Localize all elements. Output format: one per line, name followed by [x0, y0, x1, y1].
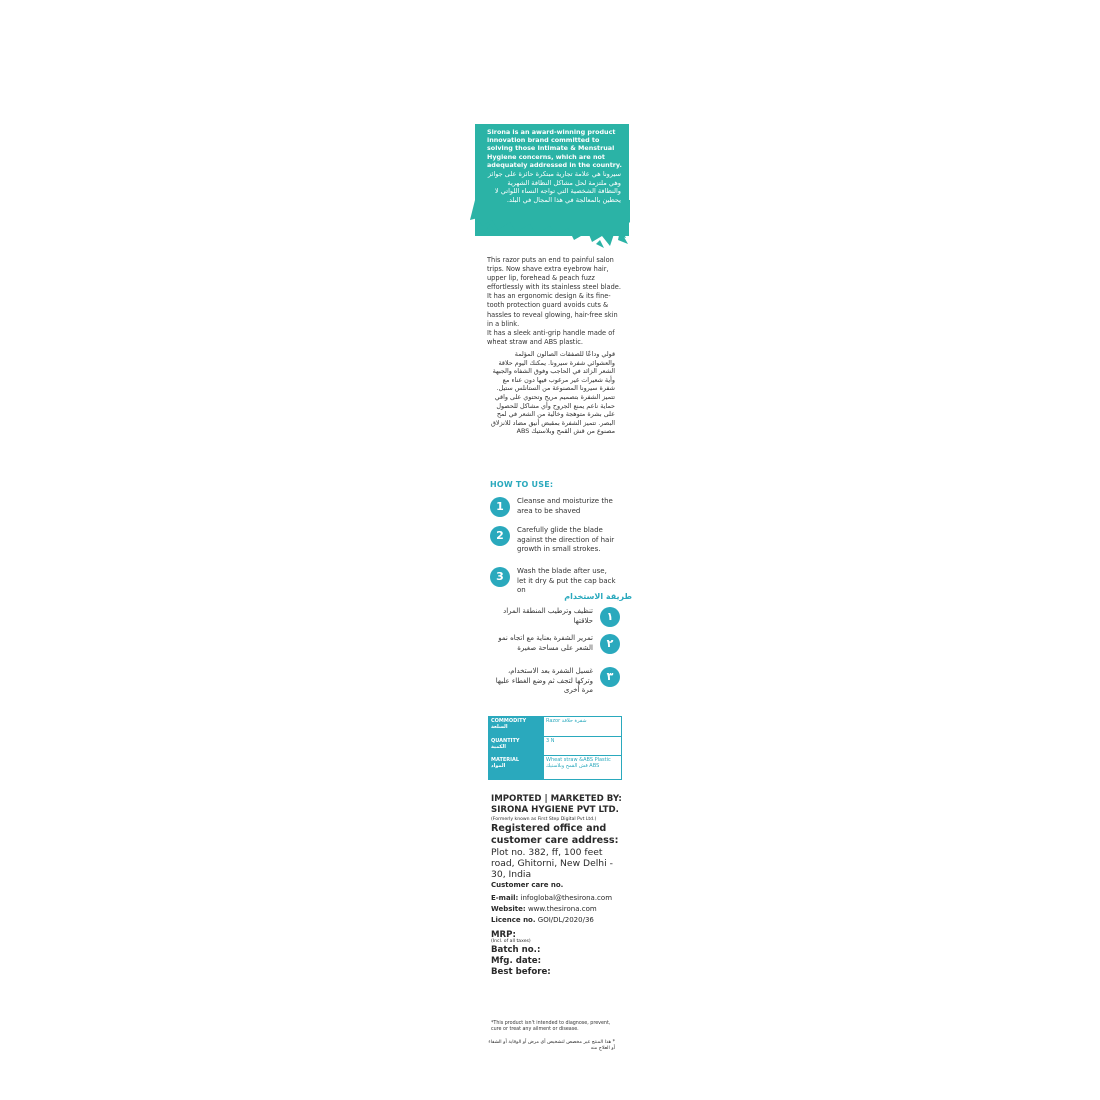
step-number-badge: ٣ [600, 667, 620, 687]
step-text: Wash the blade after use, let it dry & put the cap back on [517, 567, 616, 595]
licence-label: Licence no. [491, 916, 536, 924]
spec-key-en: QUANTITY [491, 738, 520, 744]
licence-line [491, 915, 626, 926]
spec-key-en: MATERIAL [491, 757, 520, 763]
website-label: Website: [491, 905, 526, 913]
step-text-ar: تمرير الشفرة بعناية مع اتجاه نمو الشعر على مساحة صغيرة [498, 634, 593, 652]
step-text-ar: تنظيف وترطيب المنطقة المراد حلاقتها [503, 607, 593, 625]
mfg-date-label: Mfg. date: [491, 956, 542, 966]
spec-key-ar: المواد [491, 763, 506, 769]
spec-table [488, 716, 622, 780]
email-line [491, 893, 626, 904]
how-to-use-title-ar: طريقة الاستخدام [564, 592, 632, 601]
spec-value-en: Razor [546, 718, 561, 724]
description-en-text: This razor puts an end to painful salon trips. Now shave extra eyebrow hair, upper lip, forehead & peach fuzz effortlessly with its stainless steel blade. It has an ergonomic design & its fine-tooth protection guard avoids cuts & hassles to reveal glowing, hair-free skin in a blink. [487, 256, 621, 328]
spec-value [544, 737, 622, 756]
description-ar: قولي وداعًا للصفقات الصالون المؤلمة والعشوائي شفرة سيرونا. يمكنك اليوم حلاقة الشعر الزائد في الحاجب وفوق الشفاه والجبهة وأية شعيرات غير مرغوب فيها دون عناء مع شفرة سيرونا المصنوعة من الستانلس ستيل. تتميز الشفرة بتصميم مريح وتحتوي على واقي حماية ناعم يمنع الجروح وأي مشاكل للحصول على بشرة متوهجة وخالية من الشعر في لمح البصر. تتميز الشفرة بمقبض أنيق مضاد للانزلاق مصنوع من قش القمح وبلاستيك ABS [490, 350, 615, 436]
step-number-badge: ١ [600, 607, 620, 627]
description-en-text-2: It has a sleek anti-grip handle made of wheat straw and ABS plastic. [487, 328, 615, 346]
step-number-badge: ٢ [600, 634, 620, 654]
batch-block [491, 930, 626, 978]
table-row [489, 737, 622, 756]
spec-value-ar: شفرة حلاقة [561, 718, 587, 724]
spec-key [489, 717, 544, 737]
formerly-known: (Formerly known as First Step Digital Pvt Ltd.) [491, 817, 597, 822]
company-name: SIRONA HYGIENE PVT LTD. [491, 805, 619, 815]
licence-value: GOI/DL/2020/36 [537, 916, 594, 924]
email-value: infoglobal@thesirona.com [520, 894, 613, 902]
address: Plot no. 382, ff, 100 feet road, Ghitorni, New Delhi - 30, India [491, 847, 613, 880]
spec-key-ar: السلعة [491, 724, 508, 730]
mrp-note: (Incl. of all taxes) [491, 939, 531, 944]
brand-intro-ar: سيرونا هي علامة تجارية مبتكرة حائزة على جوائز وهي ملتزمة لحل مشاكل النظافة الشهرية والنظافة الشخصية التي تواجه النساء اللواتي لا يحظين بالمعالجة في هذا المجال في البلد. [487, 170, 621, 204]
email-label: E-mail: [491, 894, 519, 902]
brand-intro-en: Sirona is an award-winning product innovation brand committed to solving those Intimate & Menstrual Hygiene concerns, which are not adequately addressed in the country. [487, 128, 622, 169]
step-number-badge: 2 [490, 526, 510, 546]
step-number-badge: 3 [490, 567, 510, 587]
how-to-use-title: HOW TO USE: [490, 480, 554, 489]
disclaimer-ar: * هذا المنتج غير مخصص لتشخيص أي مرض أو الوقاية أو الشفاء أو العلاج منه [488, 1040, 615, 1052]
brush-stroke-edge [470, 200, 635, 250]
spec-value-en: 3 N [546, 738, 555, 744]
step-text-ar: غسيل الشفرة بعد الاستخدام، وتركها لتجف ثم وضع الغطاء عليها مرة أخرى [495, 667, 593, 695]
spec-key-en: COMMODITY [491, 718, 527, 724]
spec-value-en: Wheat straw &ABS Plastic [546, 757, 611, 763]
importer-block [491, 794, 626, 926]
batch-no-label: Batch no.: [491, 945, 541, 955]
spec-key-ar: الكمية [491, 744, 506, 750]
step-number-badge: 1 [490, 497, 510, 517]
table-row [489, 717, 622, 737]
step-text: Carefully glide the blade against the direction of hair growth in small strokes. [517, 526, 615, 554]
disclaimer-en: *This product isn't intended to diagnose, prevent, cure or treat any ailment or disease. [491, 1021, 611, 1033]
spec-key [489, 756, 544, 780]
step-text: Cleanse and moisturize the area to be shaved [517, 497, 613, 515]
table-row [489, 756, 622, 780]
best-before-label: Best before: [491, 967, 551, 977]
website-line [491, 904, 626, 915]
importer-heading: IMPORTED | MARKETED BY: [491, 794, 622, 804]
description-en [487, 256, 622, 347]
spec-key [489, 737, 544, 756]
spec-value [544, 717, 622, 737]
spec-value-ar: قش القمح وبلاستيك ABS [546, 763, 600, 769]
spec-value [544, 756, 622, 780]
customer-care: Customer care no. [491, 881, 564, 889]
mrp-label: MRP: [491, 930, 516, 940]
office-heading: Registered office and customer care address: [491, 823, 619, 846]
website-value: www.thesirona.com [527, 905, 597, 913]
